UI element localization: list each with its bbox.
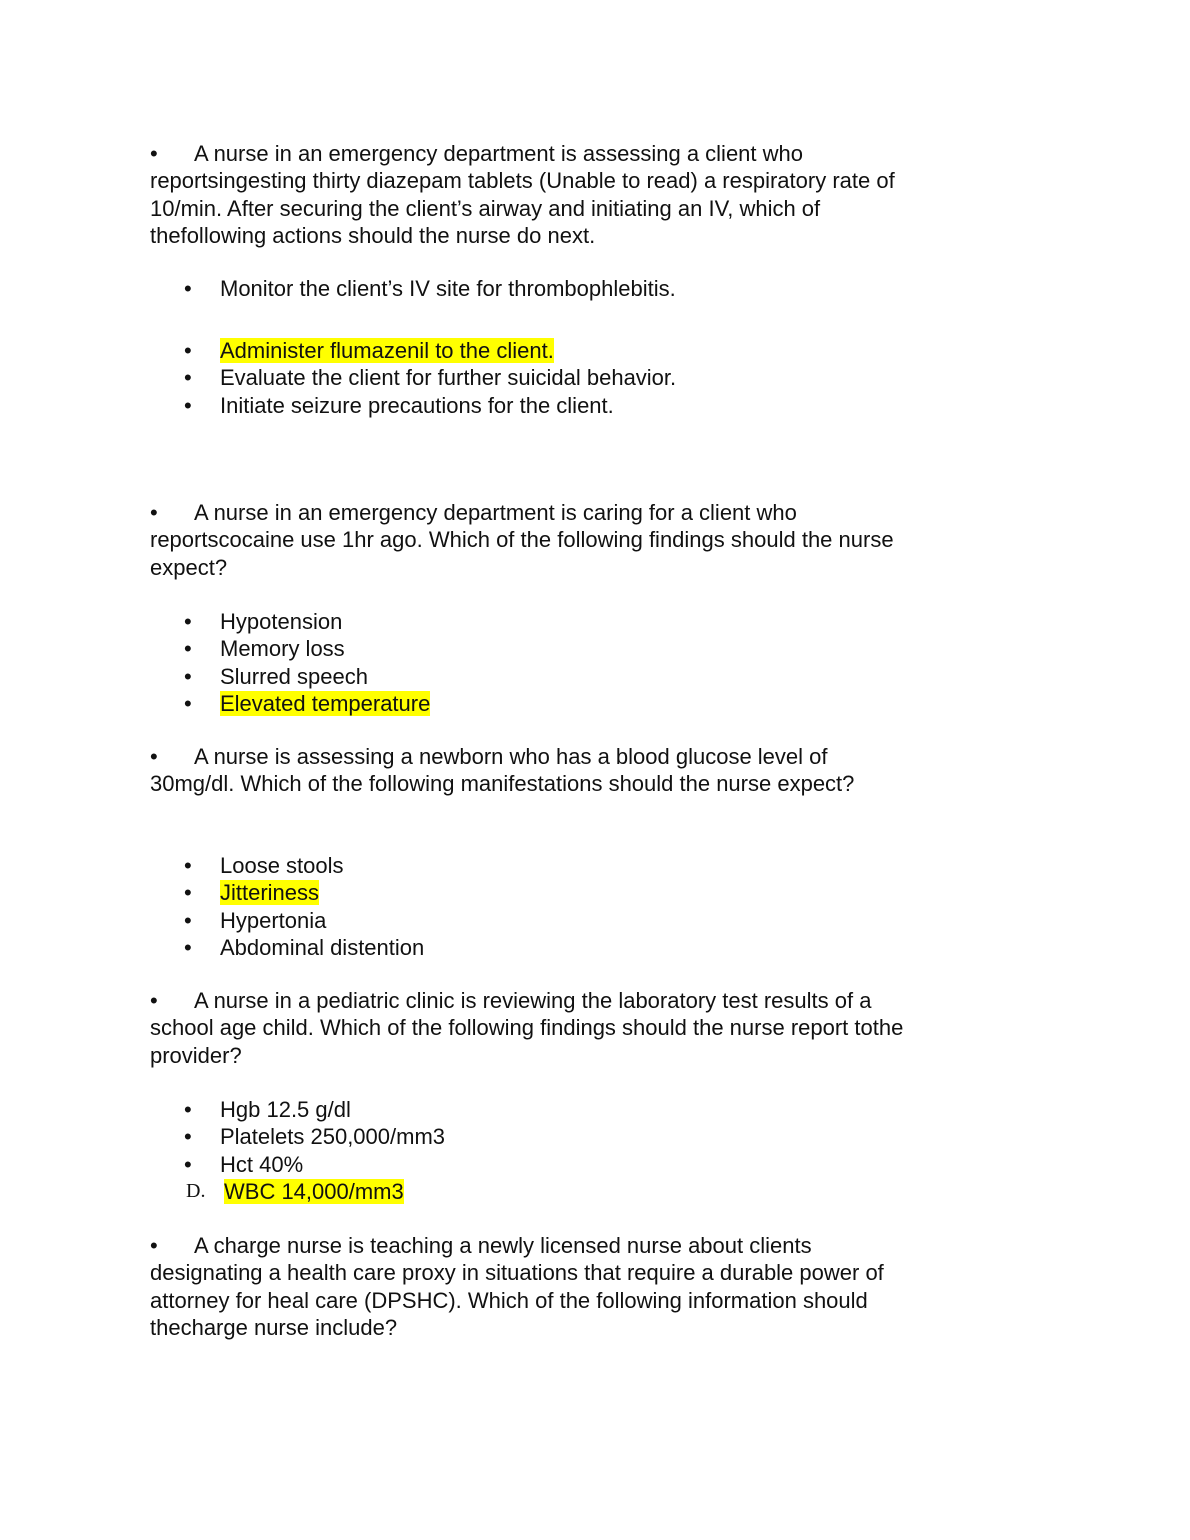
question-5 <box>150 1232 910 1341</box>
option-bullet: • <box>184 907 192 933</box>
option-item <box>184 275 884 302</box>
option-text: Hgb 12.5 g/dl <box>220 1097 351 1122</box>
option-item <box>184 337 884 364</box>
option-item <box>184 907 884 934</box>
option-item <box>184 852 884 879</box>
option-bullet: • <box>184 392 192 418</box>
option-text: Evaluate the client for further suicidal behavior. <box>220 365 677 391</box>
question-bullet: • <box>150 141 158 166</box>
option-text: Hypertonia <box>220 907 327 933</box>
option-letter: D. <box>186 1179 206 1202</box>
option-item <box>184 1178 884 1205</box>
option-item <box>184 879 884 906</box>
option-bullet: • <box>184 1097 192 1122</box>
option-text: Hct 40% <box>220 1151 304 1177</box>
highlighted-answer: WBC 14,000/mm3 <box>224 1178 404 1204</box>
highlighted-answer: Administer flumazenil to the client. <box>220 338 554 363</box>
option-item <box>184 934 884 961</box>
question-bullet: • <box>150 988 158 1013</box>
question-1-options <box>184 275 884 302</box>
option-text: Abdominal distention <box>220 934 425 960</box>
option-item <box>184 663 884 690</box>
option-text: Hypotension <box>220 609 343 634</box>
option-item <box>184 690 884 717</box>
option-text: Initiate seizure precautions for the client. <box>220 392 614 418</box>
option-bullet: • <box>184 609 192 634</box>
question-bullet: • <box>150 744 158 769</box>
highlighted-answer: Jitteriness <box>220 880 320 906</box>
question-2-options <box>184 608 884 717</box>
highlighted-answer: Elevated temperature <box>220 690 431 716</box>
question-2 <box>150 499 910 581</box>
option-item <box>184 364 884 391</box>
question-text: A nurse is assessing a newborn who has a blood glucose level of 30mg/dl. Which of the following manifestations should the nurse expect? <box>150 744 855 797</box>
option-item <box>184 1096 884 1123</box>
question-text: A nurse in a pediatric clinic is reviewing the laboratory test results of a school age child. Which of the following findings should the nurse report tothe provider? <box>150 988 904 1068</box>
option-bullet: • <box>184 690 192 716</box>
option-bullet: • <box>184 338 192 363</box>
question-3-options <box>184 852 884 961</box>
option-bullet: • <box>184 853 192 878</box>
option-item <box>184 1123 884 1150</box>
question-bullet: • <box>150 1233 158 1258</box>
question-text: A charge nurse is teaching a newly licensed nurse about clients designating a health care proxy in situations that require a durable power of attorney for heal care (DPSHC). Which of the following information should thecharge nurse include? <box>150 1233 884 1340</box>
question-text: A nurse in an emergency department is assessing a client who reportsingesting thirty diazepam tablets (Unable to read) a respiratory rate of 10/min. After securing the client’s airway and initiating an IV, which of thefollowing actions should the nurse do next. <box>150 141 895 248</box>
option-bullet: • <box>184 636 192 662</box>
option-bullet: • <box>184 1124 192 1150</box>
option-item <box>184 1151 884 1178</box>
question-4-options <box>184 1096 884 1205</box>
question-3 <box>150 743 910 798</box>
question-4 <box>150 987 910 1069</box>
question-text: A nurse in an emergency department is caring for a client who reportscocaine use 1hr ago. Which of the following findings should the nurse expect? <box>150 500 894 580</box>
option-text: Platelets 250,000/mm3 <box>220 1124 446 1150</box>
question-1 <box>150 140 910 249</box>
option-text: Loose stools <box>220 853 344 878</box>
option-text: Monitor the client’s IV site for thrombophlebitis. <box>220 276 676 301</box>
question-bullet: • <box>150 500 158 525</box>
option-text: Slurred speech <box>220 663 368 689</box>
option-bullet: • <box>184 934 192 960</box>
option-item <box>184 635 884 662</box>
option-bullet: • <box>184 1151 192 1177</box>
option-bullet: • <box>184 663 192 689</box>
question-1-options-continued <box>184 337 884 419</box>
option-bullet: • <box>184 276 192 301</box>
option-item <box>184 392 884 419</box>
option-text: Memory loss <box>220 636 345 662</box>
option-bullet: • <box>184 880 192 906</box>
option-bullet: • <box>184 365 192 391</box>
option-item <box>184 608 884 635</box>
